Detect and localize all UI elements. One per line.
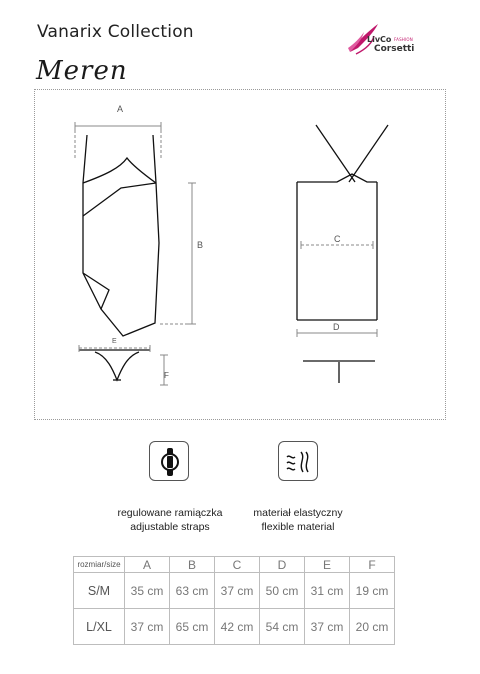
size-table-corner: rozmiar/size — [74, 557, 125, 573]
dim-label-e: E — [112, 338, 117, 345]
feature-label-pl: materiał elastyczny — [253, 507, 343, 519]
adjustable-strap-icon — [149, 441, 189, 481]
feature-label-en: flexible material — [261, 521, 335, 533]
table-cell: 54 cm — [260, 609, 305, 645]
table-cell: 50 cm — [260, 573, 305, 609]
column-header-a: A — [125, 557, 170, 573]
column-header-b: B — [170, 557, 215, 573]
feature-caption-material — [232, 506, 364, 534]
feature-label-pl: regulowane ramiączka — [117, 507, 223, 519]
brand-line1-suffix: FASHION — [394, 37, 413, 42]
brand-line2: Corsetti — [374, 44, 415, 54]
dim-label-f: F — [164, 371, 169, 380]
size-table — [73, 556, 395, 645]
column-header-d: D — [260, 557, 305, 573]
column-header-e: E — [305, 557, 350, 573]
back-thong-drawing — [303, 361, 375, 383]
size-label: S/M — [74, 573, 125, 609]
table-cell: 37 cm — [125, 609, 170, 645]
table-cell: 31 cm — [305, 573, 350, 609]
table-row — [74, 573, 395, 609]
table-cell: 19 cm — [350, 573, 395, 609]
brand-line1: LivCo — [367, 35, 392, 44]
column-header-f: F — [350, 557, 395, 573]
technical-drawing — [34, 89, 446, 420]
size-label: L/XL — [74, 609, 125, 645]
elastic-material-icon — [278, 441, 318, 481]
collection-title: Vanarix Collection — [37, 22, 194, 42]
feature-label-en: adjustable straps — [130, 521, 210, 533]
model-name: Meren — [36, 56, 128, 86]
table-cell: 65 cm — [170, 609, 215, 645]
size-table-header — [74, 557, 395, 573]
dim-label-c: C — [334, 234, 341, 244]
table-cell: 20 cm — [350, 609, 395, 645]
front-view-drawing — [83, 135, 159, 336]
dim-label-d: D — [333, 322, 340, 332]
feature-caption-straps — [100, 506, 240, 534]
table-cell: 42 cm — [215, 609, 260, 645]
table-row — [74, 609, 395, 645]
dim-label-a: A — [117, 104, 124, 114]
front-thong-drawing — [79, 350, 150, 380]
back-view-drawing — [297, 125, 388, 320]
column-header-c: C — [215, 557, 260, 573]
table-cell: 37 cm — [215, 573, 260, 609]
brand-logo — [344, 18, 444, 60]
table-cell: 37 cm — [305, 609, 350, 645]
table-cell: 63 cm — [170, 573, 215, 609]
table-cell: 35 cm — [125, 573, 170, 609]
dim-label-b: B — [197, 240, 204, 250]
